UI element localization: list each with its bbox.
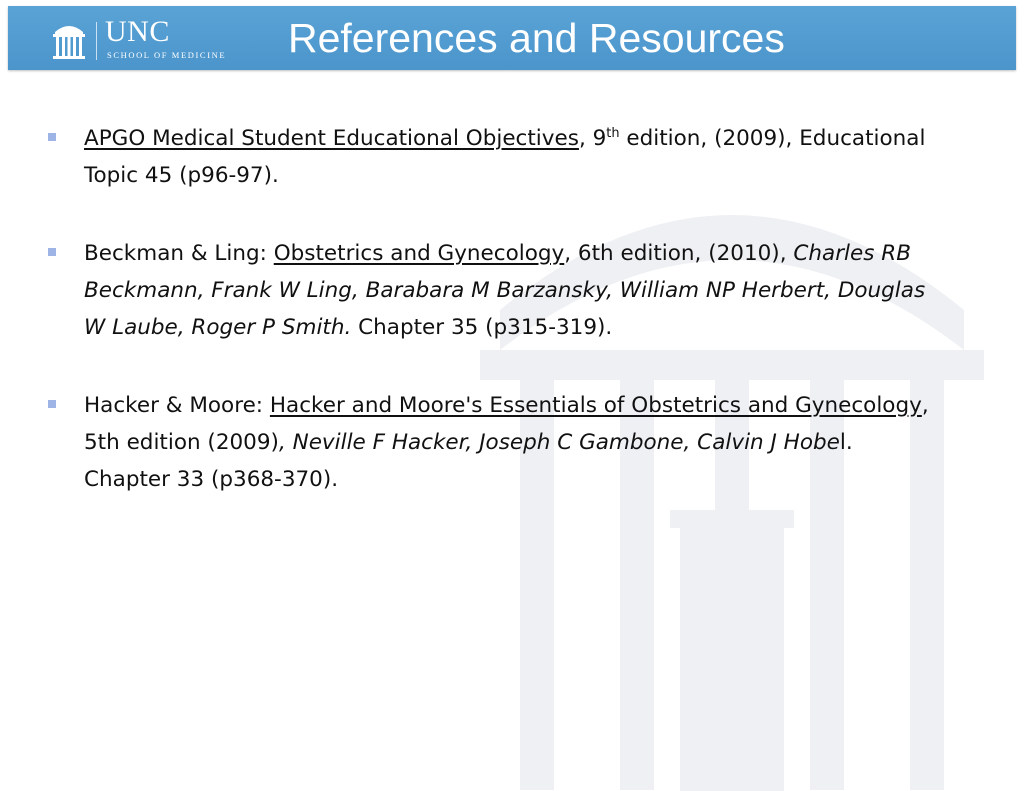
bullet-icon — [48, 133, 56, 141]
reference-book-title[interactable]: Hacker and Moore's Essentials of Obstetrics and Gynecology — [269, 393, 922, 418]
reference-authors: , Neville F Hacker, Joseph C Gambone, Calvin J Hobe — [278, 430, 840, 455]
logo-name: UNC — [105, 15, 170, 48]
old-well-icon — [52, 20, 86, 60]
unc-logo — [52, 15, 252, 66]
reference-book-title[interactable]: APGO Medical Student Educational Objectives — [84, 126, 579, 151]
reference-edition: , 6th edition, (2010), — [564, 241, 787, 266]
reference-book-title[interactable]: Obstetrics and Gynecology — [273, 241, 565, 266]
reference-prefix: Hacker & Moore: — [84, 393, 270, 418]
bullet-icon — [48, 400, 56, 408]
reference-edition-number: , 9 — [578, 126, 607, 151]
reference-chapter: l. Chapter 33 (p368-370). — [84, 430, 853, 492]
slide-header — [8, 6, 1016, 70]
reference-item — [44, 235, 944, 346]
reference-prefix: Beckman & Ling: — [84, 241, 274, 266]
reference-edition: , 5th edition (2009) — [84, 393, 929, 455]
logo-divider — [96, 22, 97, 60]
reference-list — [44, 120, 944, 539]
edition-superscript: th — [606, 125, 620, 141]
page-title: References and Resources — [288, 15, 785, 61]
bullet-icon — [48, 248, 56, 256]
reference-item — [44, 120, 944, 194]
reference-details: edition, (2009), Educational Topic 45 (p96-97). — [84, 126, 926, 188]
reference-item — [44, 387, 944, 498]
reference-authors: Charles RB Beckmann, Frank W Ling, Barabara M Barzansky, William NP Herbert, Douglas W Laube, Roger P Smith. — [84, 241, 926, 340]
logo-subtitle: SCHOOL OF MEDICINE — [107, 50, 227, 60]
reference-chapter: Chapter 35 (p315-319). — [351, 315, 613, 340]
